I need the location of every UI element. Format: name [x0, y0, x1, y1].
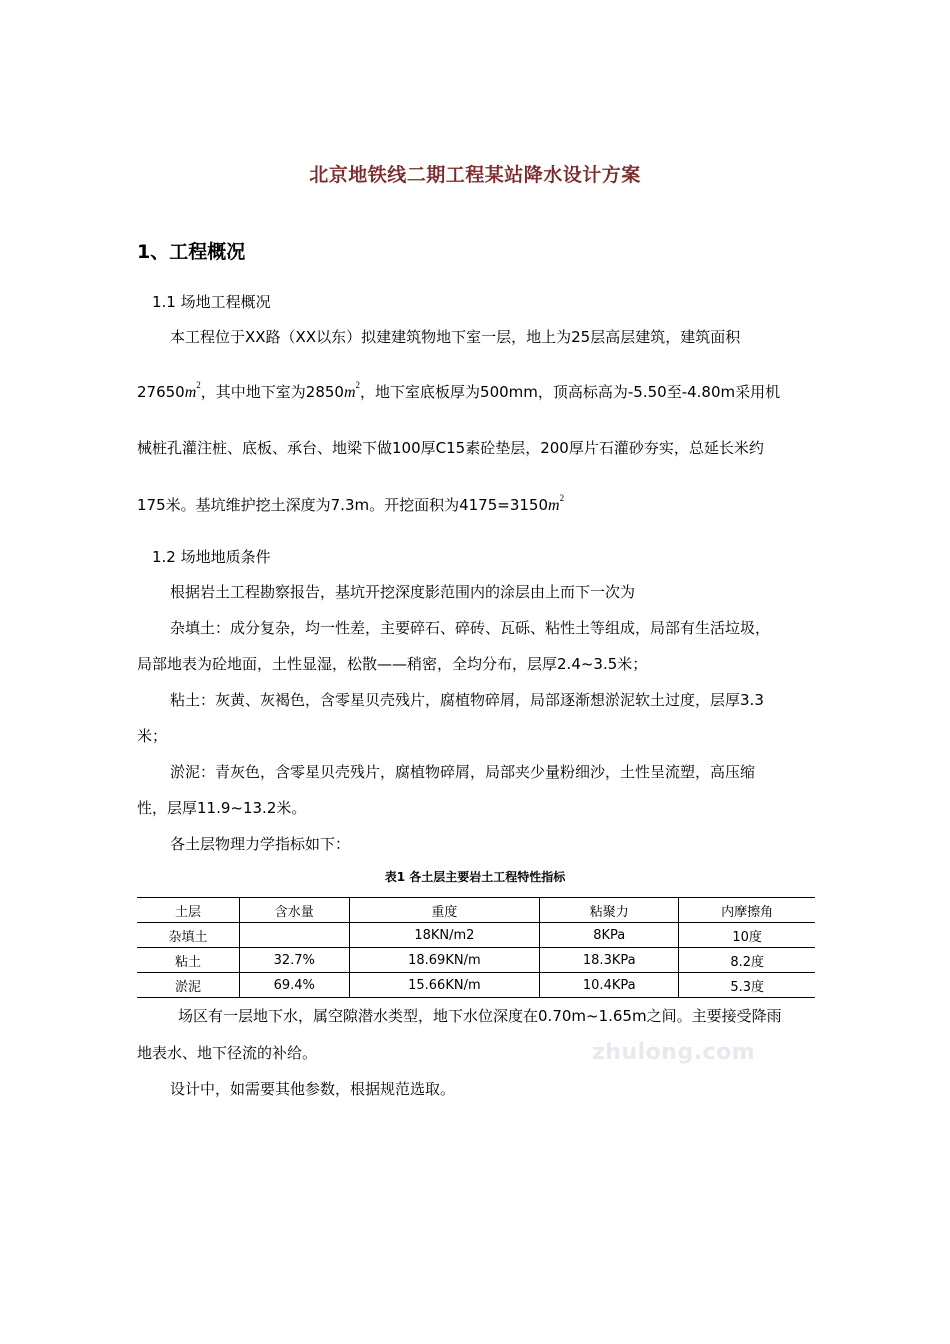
paragraph-line: 地表水、地下径流的补给。 [137, 1044, 318, 1062]
unit-square-meter: $m^2$ [343, 380, 361, 401]
paragraph-line: $27650m^2$，其中地下室为$2850m^2$，地下室底板厚为500mm，顶高标高为-5.50至-4.80m采用机 [137, 380, 781, 401]
paragraph-line: 性，层厚11.9~13.2米。 [137, 799, 307, 817]
table-caption: 表1 各土层主要岩土工程特性指标 [384, 870, 566, 884]
table-cell: 18KN/m2 [349, 923, 540, 948]
table-cell: 杂填土 [168, 929, 208, 945]
table-cell: 5.3度 [679, 973, 815, 998]
area-value: 27650 [137, 383, 185, 401]
paragraph-line: 淤泥：青灰色，含零星贝壳残片，腐植物碎屑，局部夹少量粉细沙，土性呈流塑，高压缩 [170, 763, 756, 781]
document-title: 北京地铁线二期工程某站降水设计方案 [309, 164, 641, 186]
paragraph-line: 各土层物理力学指标如下： [170, 835, 351, 853]
paragraph-line: 械桩孔灌注桩、底板、承台、地梁下做100厚C15素砼垫层，200厚片石灌砂夯实，总延长米约 [137, 439, 764, 457]
paragraph-line: 本工程位于XX路（XX以东）拟建建筑物地下室一层，地上为25层高层建筑，建筑面积 [170, 328, 741, 346]
table-cell: 8.2度 [679, 948, 815, 973]
column-header: 含水量 [239, 898, 349, 923]
column-header: 粘聚力 [540, 898, 679, 923]
table-row [137, 973, 815, 998]
paragraph-line: 杂填土：成分复杂，均一性差，主要碎石、碎砖、瓦砾、粘性土等组成，局部有生活垃圾， [170, 619, 771, 637]
table-cell: 32.7% [239, 948, 349, 973]
section-heading: 1、工程概况 [137, 241, 246, 263]
table-row [137, 923, 815, 948]
column-header: 重度 [349, 898, 540, 923]
unit-square-meter: $m^2$ [184, 380, 201, 401]
subsection-1-2-heading: 1.2 场地地质条件 [152, 548, 271, 566]
paragraph-line: 175米。基坑维护挖土深度为7.3m。开挖面积为$4175=3150m^2$ [137, 493, 565, 514]
table-cell: 18.3KPa [540, 948, 679, 973]
unit-square-meter: $m^2$ [548, 493, 565, 514]
subsection-1-1-heading: 1.1 场地工程概况 [152, 293, 271, 311]
paragraph-line: 设计中，如需要其他参数，根据规范选取。 [170, 1080, 456, 1098]
table-cell: 粘土 [174, 954, 201, 970]
table-row [137, 948, 815, 973]
watermark: zhulong.com [592, 1040, 756, 1065]
paragraph-line: 米； [137, 727, 168, 745]
table-cell: 18.69KN/m [349, 948, 540, 973]
paragraph-line: 根据岩土工程勘察报告，基坑开挖深度影范围内的涂层由上而下一次为 [170, 583, 636, 601]
table-cell: 8KPa [540, 923, 679, 948]
paragraph-line: 场区有一层地下水，属空隙潜水类型，地下水位深度在0.70m~1.65m之间。主要接受降雨 [178, 1007, 782, 1025]
table-cell: 69.4% [239, 973, 349, 998]
table-cell [239, 923, 349, 948]
table-header-row [137, 898, 815, 923]
soil-properties-table [137, 897, 815, 998]
table-cell: 15.66KN/m [349, 973, 540, 998]
table-cell: 10度 [679, 923, 815, 948]
column-header: 内摩擦角 [679, 898, 815, 923]
paragraph-line: 局部地表为砼地面，土性显湿，松散——稍密，全均分布，层厚2.4~3.5米； [137, 655, 648, 673]
column-header: 土层 [174, 904, 201, 920]
paragraph-line: 粘土：灰黄、灰褐色，含零星贝壳残片，腐植物碎屑，局部逐渐想淤泥软土过度，层厚3.3 [170, 691, 764, 709]
table-cell: 淤泥 [174, 979, 201, 995]
table-cell: 10.4KPa [540, 973, 679, 998]
